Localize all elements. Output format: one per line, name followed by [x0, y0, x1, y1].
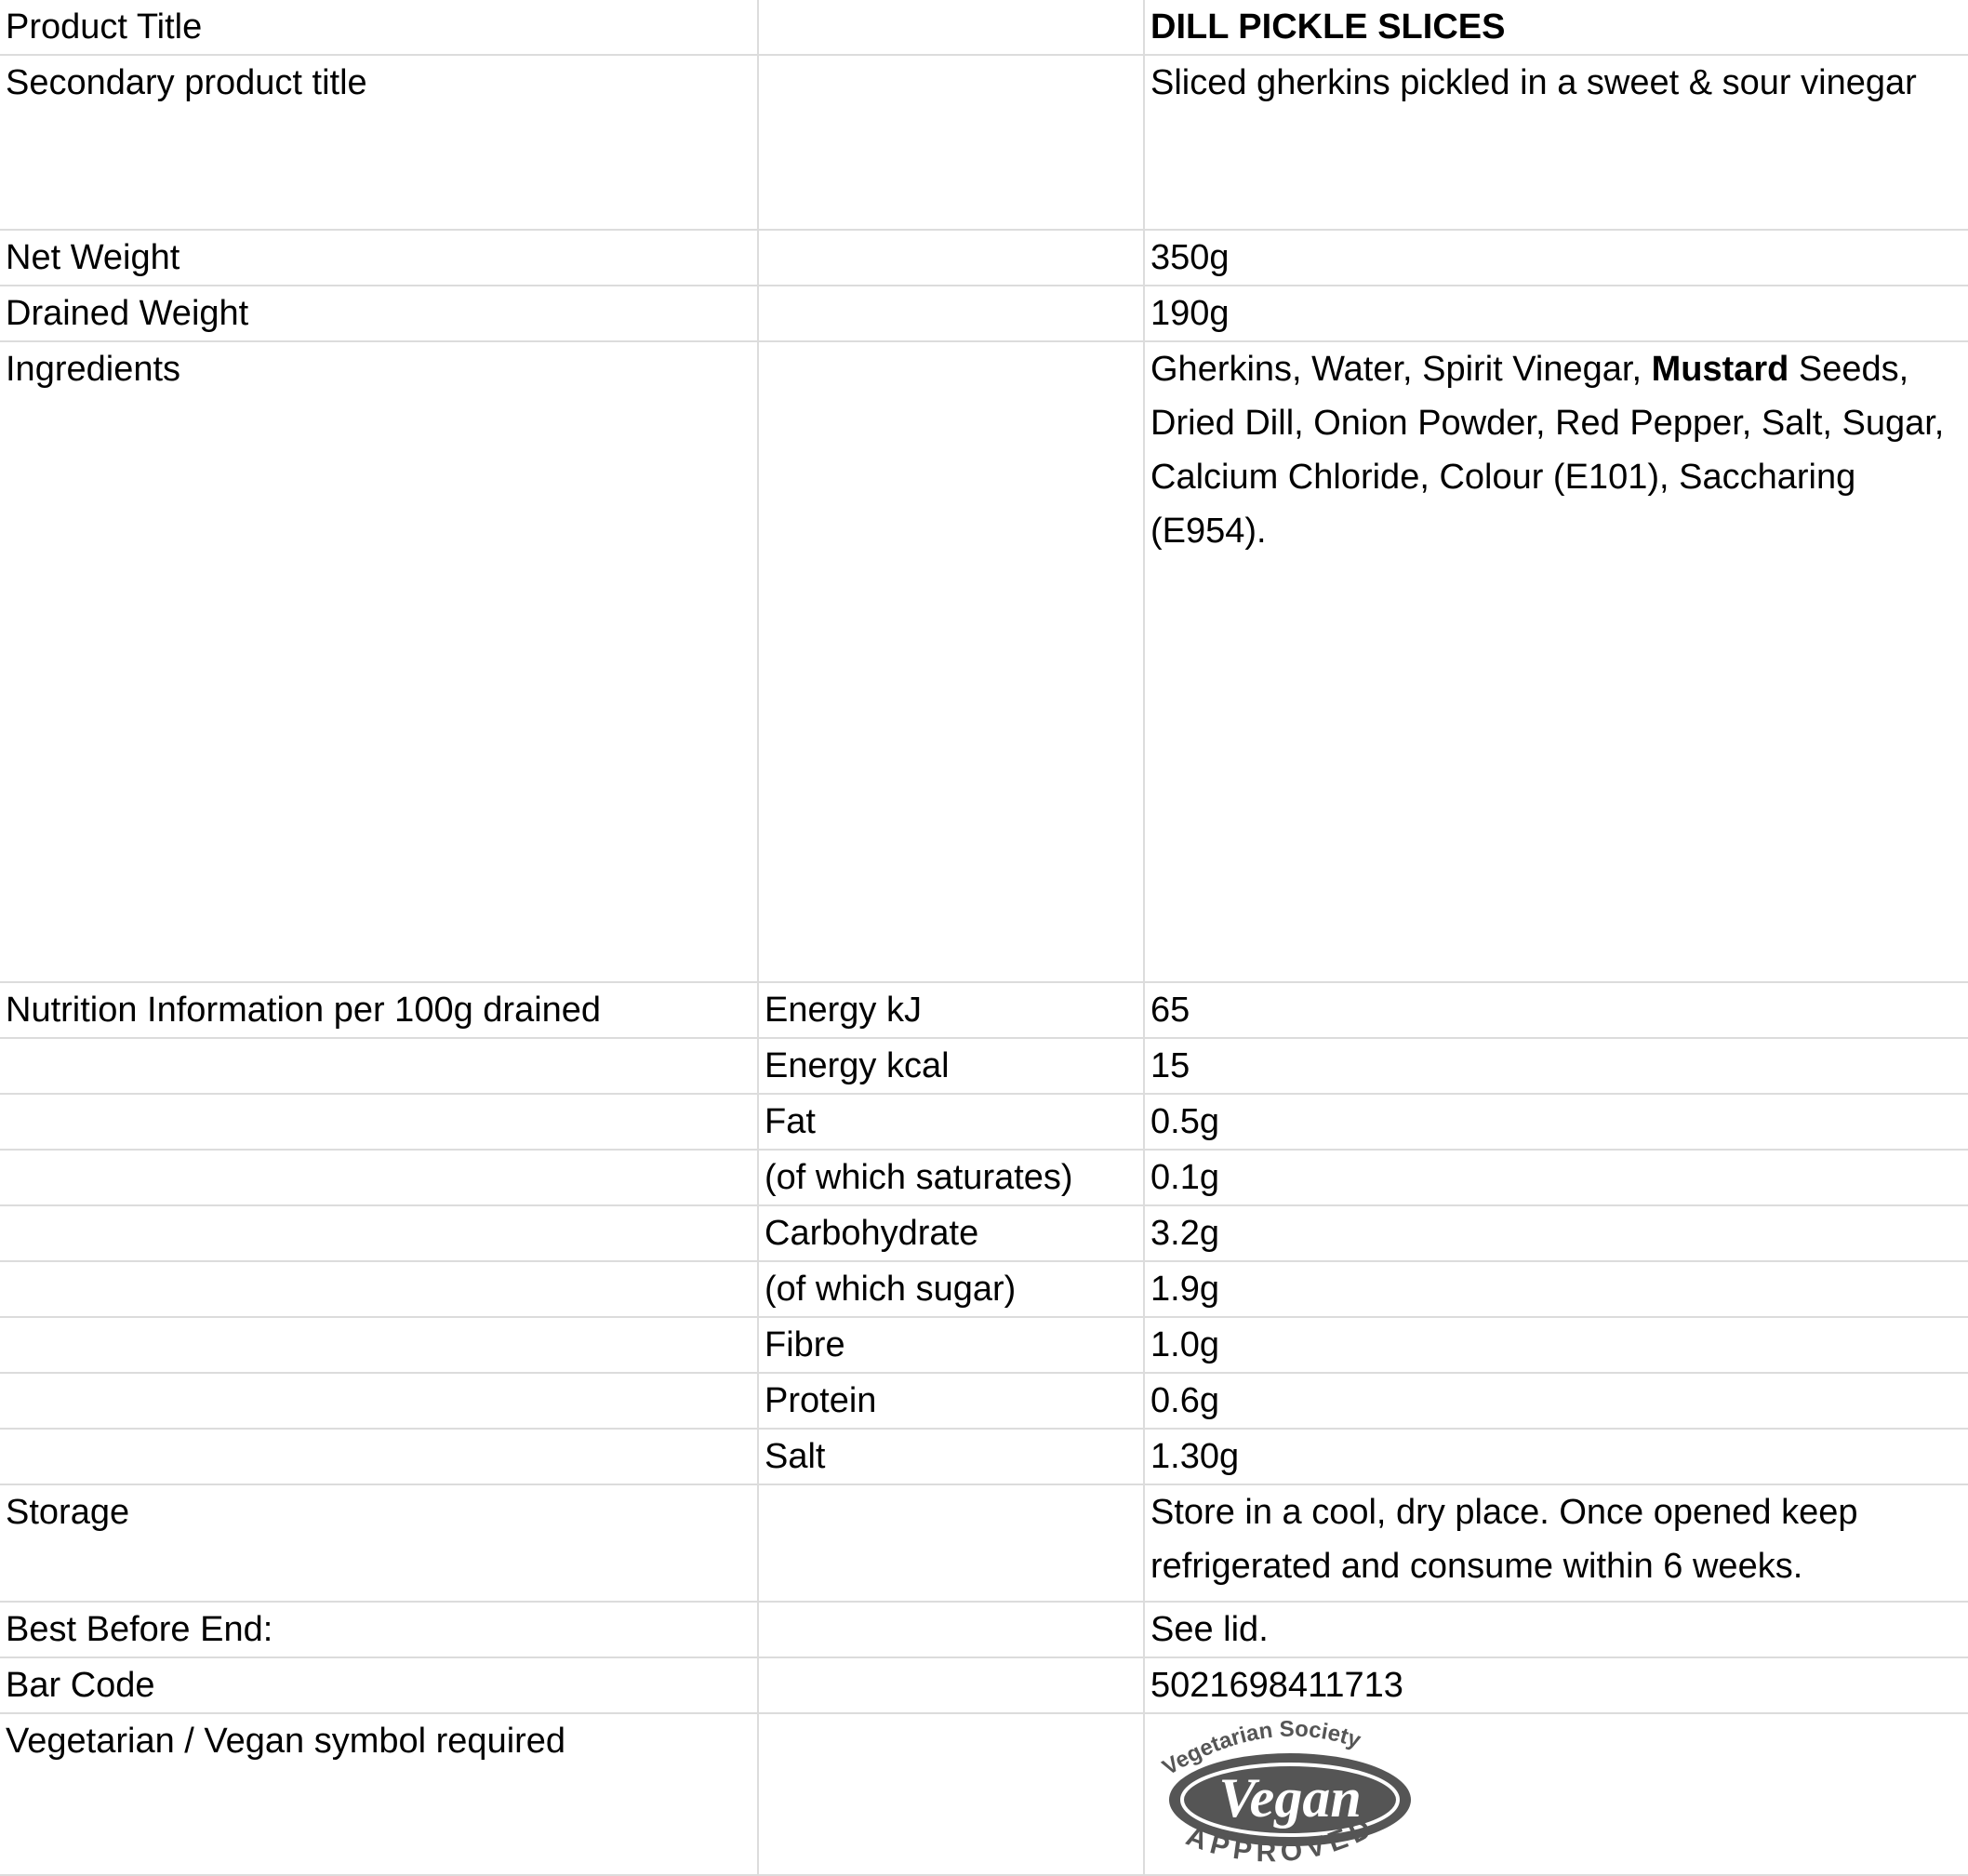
nutrient-name: Protein: [758, 1373, 1144, 1429]
nutrient-value: 0.5g: [1144, 1094, 1968, 1150]
label-best-before: Best Before End:: [0, 1602, 758, 1657]
nutrient-value: 1.0g: [1144, 1317, 1968, 1373]
value-bar-code: 5021698411713: [1144, 1657, 1968, 1713]
row-nutrition: [0, 1094, 1968, 1150]
value-best-before: See lid.: [1144, 1602, 1968, 1657]
nutrient-value: 3.2g: [1144, 1205, 1968, 1261]
empty-cell: [0, 1317, 758, 1373]
nutrient-value: 1.9g: [1144, 1261, 1968, 1317]
label-product-title: Product Title: [0, 0, 758, 55]
row-secondary-title: [0, 55, 1968, 230]
row-drained-weight: [0, 286, 1968, 341]
logo-bottom-text: APPROVED: [1181, 1810, 1381, 1869]
row-ingredients: [0, 341, 1968, 982]
empty-cell: [0, 1038, 758, 1094]
empty-cell: [0, 1150, 758, 1205]
row-storage: [0, 1484, 1968, 1602]
empty-cell: [758, 1602, 1144, 1657]
row-bar-code: [0, 1657, 1968, 1713]
nutrient-value: 15: [1144, 1038, 1968, 1094]
empty-cell: [0, 1094, 758, 1150]
allergen-mustard: Mustard: [1651, 350, 1789, 389]
empty-cell: [758, 1484, 1144, 1602]
label-symbol: Vegetarian / Vegan symbol required: [0, 1713, 758, 1875]
row-nutrition: [0, 1261, 1968, 1317]
empty-cell: [758, 286, 1144, 341]
logo-main-text: Vegan: [1218, 1767, 1362, 1829]
logo-top-text: Vegetarian Society: [1158, 1718, 1364, 1781]
empty-cell: [0, 1373, 758, 1429]
empty-cell: [758, 0, 1144, 55]
empty-cell: [758, 230, 1144, 286]
label-drained-weight: Drained Weight: [0, 286, 758, 341]
nutrient-name: (of which saturates): [758, 1150, 1144, 1205]
nutrient-value: 65: [1144, 982, 1968, 1038]
nutrient-name: Carbohydrate: [758, 1205, 1144, 1261]
nutrient-name: Fibre: [758, 1317, 1144, 1373]
label-nutrition: Nutrition Information per 100g drained: [0, 982, 758, 1038]
empty-cell: [758, 341, 1144, 982]
empty-cell: [758, 55, 1144, 230]
nutrient-value: 0.1g: [1144, 1150, 1968, 1205]
row-nutrition: [0, 982, 1968, 1038]
nutrient-name: Fat: [758, 1094, 1144, 1150]
row-nutrition: [0, 1038, 1968, 1094]
value-product-title: DILL PICKLE SLICES: [1144, 0, 1968, 55]
vegan-society-logo: [1150, 1718, 1420, 1872]
label-storage: Storage: [0, 1484, 758, 1602]
empty-cell: [0, 1205, 758, 1261]
row-best-before: [0, 1602, 1968, 1657]
empty-cell: [0, 1261, 758, 1317]
row-nutrition: [0, 1205, 1968, 1261]
nutrient-name: Energy kJ: [758, 982, 1144, 1038]
row-nutrition: [0, 1373, 1968, 1429]
label-bar-code: Bar Code: [0, 1657, 758, 1713]
value-storage: Store in a cool, dry place. Once opened keep refrigerated and consume within 6 weeks.: [1144, 1484, 1968, 1602]
nutrient-name: Energy kcal: [758, 1038, 1144, 1094]
nutrient-value: 1.30g: [1144, 1429, 1968, 1484]
row-net-weight: [0, 230, 1968, 286]
value-ingredients: [1144, 341, 1968, 982]
label-ingredients: Ingredients: [0, 341, 758, 982]
value-drained-weight: 190g: [1144, 286, 1968, 341]
label-net-weight: Net Weight: [0, 230, 758, 286]
ingredients-text-part: Seeds, Dried Dill, Onion Powder, Red Pepper, Salt, Sugar, Calcium Chloride, Colour (E101), Saccharing (E954).: [1150, 350, 1945, 551]
row-nutrition: [0, 1150, 1968, 1205]
nutrient-name: Salt: [758, 1429, 1144, 1484]
value-secondary-title: Sliced gherkins pickled in a sweet & sour vinegar: [1144, 55, 1968, 230]
ingredients-text-part: Gherkins, Water, Spirit Vinegar,: [1150, 350, 1652, 389]
row-nutrition: [0, 1317, 1968, 1373]
row-nutrition: [0, 1429, 1968, 1484]
empty-cell: [0, 1429, 758, 1484]
empty-cell: [758, 1657, 1144, 1713]
row-product-title: [0, 0, 1968, 55]
nutrient-name: (of which sugar): [758, 1261, 1144, 1317]
label-secondary-title: Secondary product title: [0, 55, 758, 230]
nutrient-value: 0.6g: [1144, 1373, 1968, 1429]
value-net-weight: 350g: [1144, 230, 1968, 286]
